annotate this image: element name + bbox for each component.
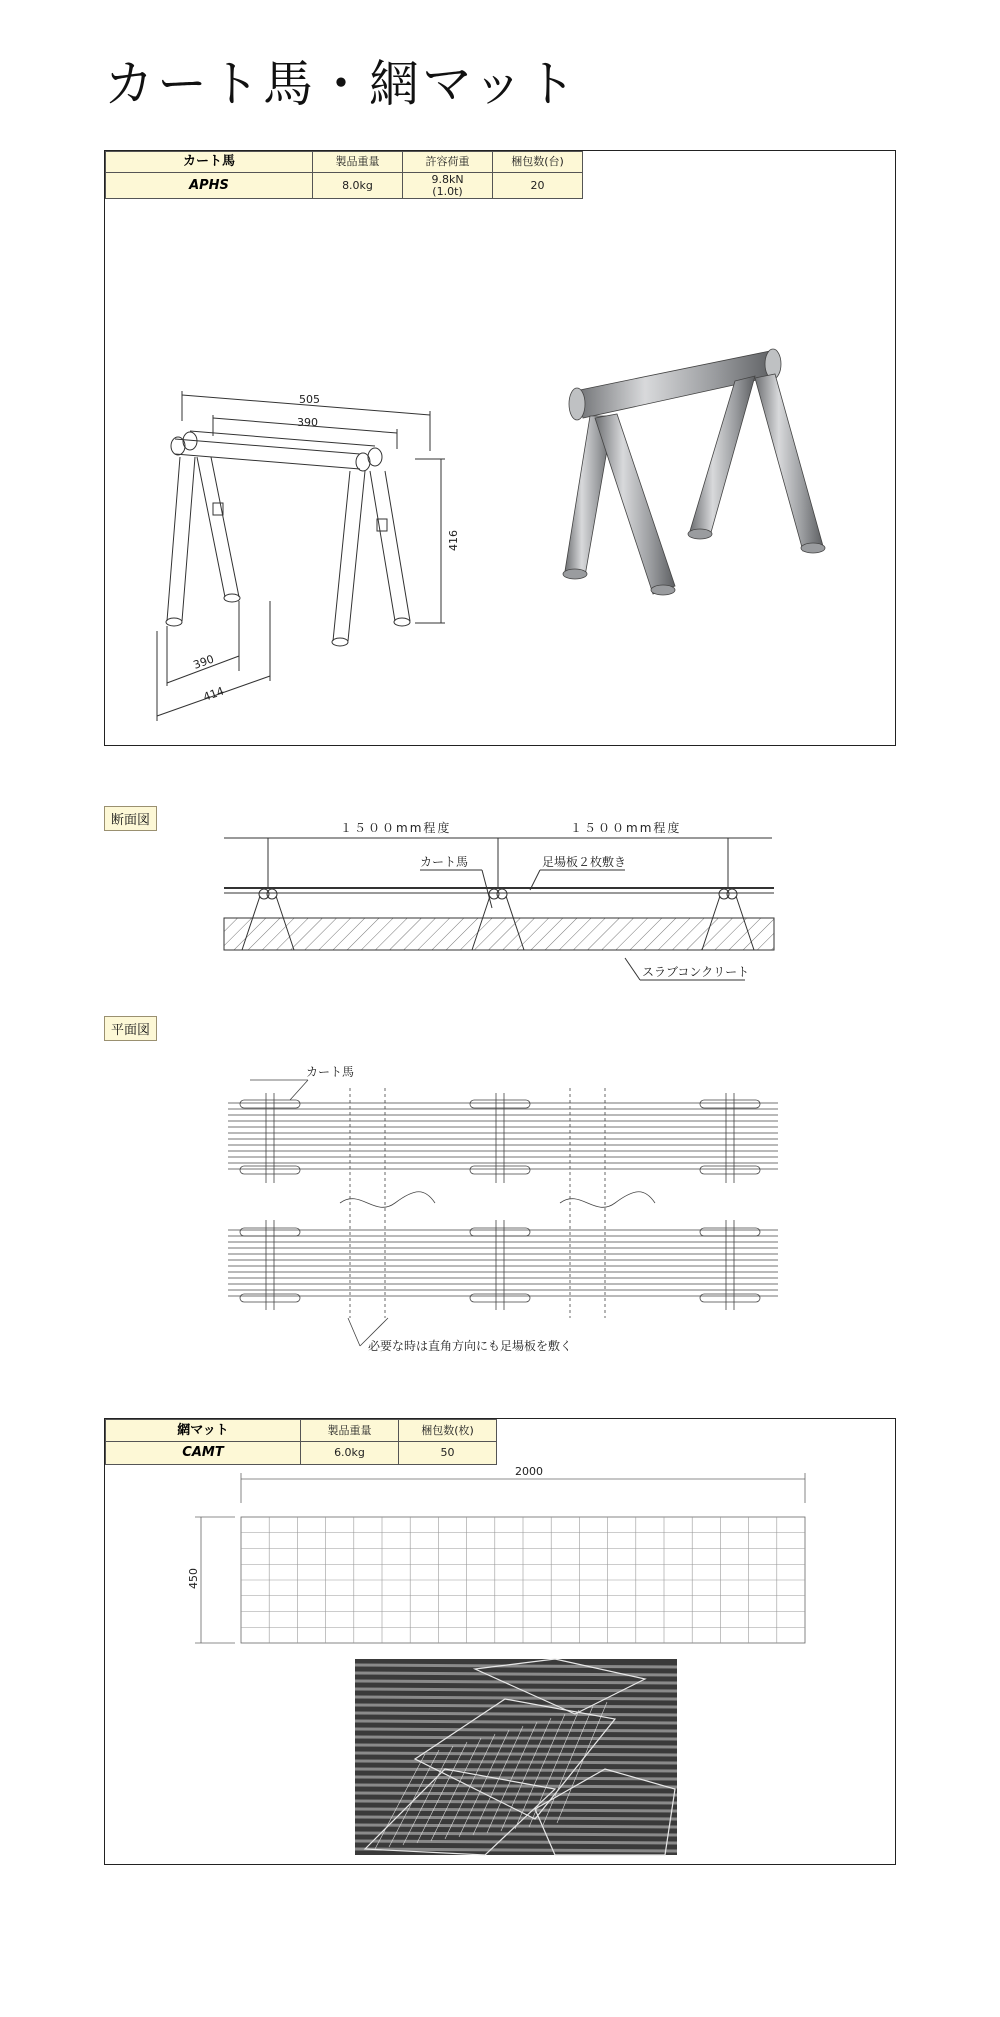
- page-title: カート馬・網マット: [104, 55, 579, 113]
- mesh-mat-photo: [355, 1659, 677, 1855]
- plan-view-label: 平面図: [104, 1016, 157, 1041]
- span-right-label: １５００mm程度: [570, 821, 682, 835]
- mesh-spec-name-header: 網マット: [106, 1420, 301, 1442]
- mesh-mat-frame: [104, 1418, 896, 1865]
- spec-model: APHS: [106, 173, 313, 199]
- plan-note-label: 必要な時は直角方向にも足場板を敷く: [368, 1339, 573, 1353]
- dim-base-inner: 390: [191, 652, 216, 672]
- spec-header-load: 許容荷重: [403, 152, 493, 173]
- mesh-dim-height: 450: [187, 1568, 200, 1589]
- mesh-spec-header-pack: 梱包数(枚): [399, 1420, 497, 1442]
- section-view-drawing: [220, 808, 780, 988]
- cart-horse-photo: [565, 336, 855, 606]
- dim-height: 416: [447, 530, 460, 551]
- lower-board-group: [228, 1230, 778, 1296]
- plan-cart-horse-label: カート馬: [306, 1065, 355, 1079]
- mesh-grid: [241, 1517, 805, 1643]
- mesh-spec-header-weight: 製品重量: [301, 1420, 399, 1442]
- dim-base-overall: 414: [201, 684, 226, 704]
- mesh-spec-weight: 6.0kg: [301, 1442, 399, 1465]
- mesh-spec-model: CAMT: [106, 1442, 301, 1465]
- spec-weight: 8.0kg: [313, 173, 403, 199]
- spec-load: [403, 173, 493, 199]
- slab-label: スラブコンクリート: [642, 965, 750, 979]
- cart-horse-line-drawing: [145, 291, 505, 704]
- span-left-label: １５００mm程度: [340, 821, 452, 835]
- mesh-mat-drawing: [185, 1463, 825, 1653]
- spec-name-header: カート馬: [106, 152, 313, 173]
- spec-header-weight: 製品重量: [313, 152, 403, 173]
- cart-horse-spec-table: [105, 151, 583, 199]
- dim-top-overall: 505: [299, 393, 320, 406]
- mesh-spec-pack: 50: [399, 1442, 497, 1465]
- spec-pack: 20: [493, 173, 583, 199]
- plan-view-drawing: [220, 1048, 800, 1358]
- section-cart-horse-label: カート馬: [420, 855, 469, 869]
- section-view-label: 断面図: [104, 806, 157, 831]
- upper-board-group: [228, 1103, 778, 1169]
- cart-horse-frame: [104, 150, 896, 746]
- mesh-dim-width: 2000: [515, 1465, 543, 1478]
- dim-top-inner: 390: [297, 416, 318, 429]
- spec-load-line2: (1.0t): [432, 184, 463, 198]
- boards-label: 足場板２枚敷き: [542, 855, 627, 869]
- mesh-mat-spec-table: [105, 1419, 497, 1465]
- spec-load-line1: 9.8kN: [431, 172, 464, 186]
- spec-header-pack: 梱包数(台): [493, 152, 583, 173]
